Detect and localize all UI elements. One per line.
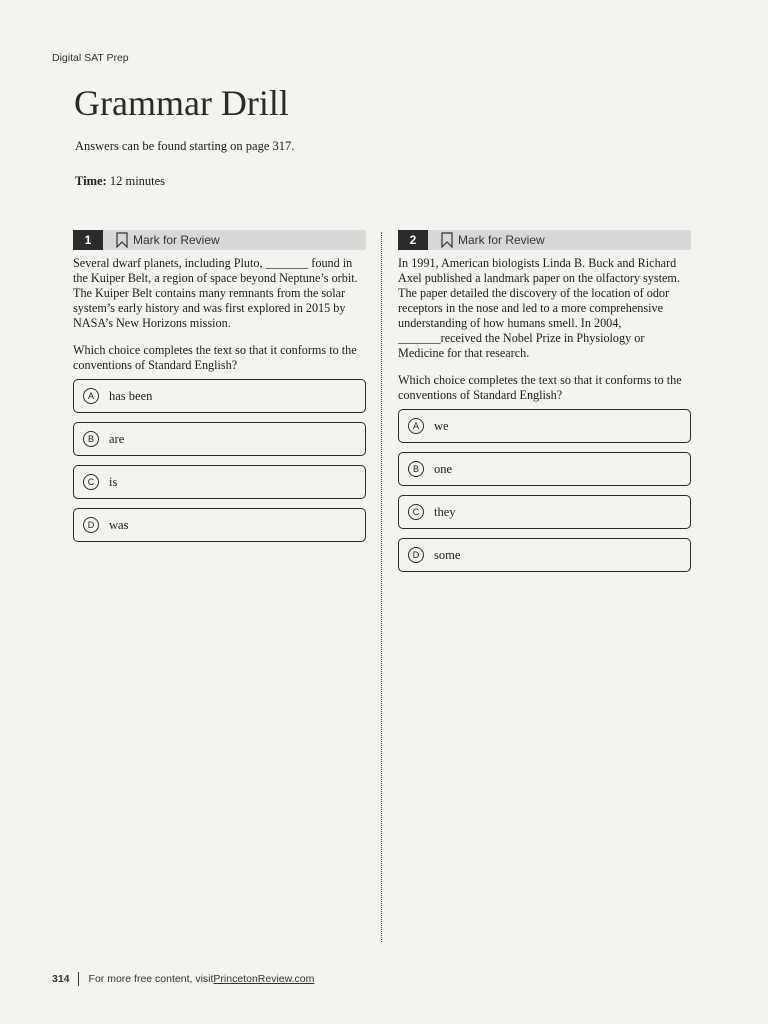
page-title: Grammar Drill (74, 83, 289, 123)
choice-a[interactable] (398, 409, 691, 443)
question-1 (73, 230, 366, 551)
choice-letter: D (408, 547, 424, 563)
choice-text: we (434, 418, 449, 433)
choice-a[interactable] (73, 379, 366, 413)
question-prompt: Which choice completes the text so that it conforms to the conventions of Standard English? (73, 343, 357, 372)
choice-letter: B (408, 461, 424, 477)
question-number: 1 (73, 230, 103, 250)
footer-divider (78, 972, 79, 986)
page-number: 314 (52, 973, 70, 985)
running-head: Digital SAT Prep (52, 52, 129, 64)
choice-c[interactable] (398, 495, 691, 529)
choice-letter: A (83, 388, 99, 404)
choice-text: is (109, 474, 118, 489)
time-line (75, 174, 165, 189)
footer-link[interactable]: PrincetonReview.com (213, 973, 315, 985)
answers-note: Answers can be found starting on page 317. (75, 139, 295, 153)
time-label: Time: (75, 174, 107, 188)
choice-letter: B (83, 431, 99, 447)
bookmark-icon[interactable] (115, 232, 129, 248)
choice-text: one (434, 461, 453, 476)
mark-for-review-button[interactable]: Mark for Review (133, 233, 220, 247)
question-header (398, 230, 691, 250)
footer-text: For more free content, visit (88, 973, 214, 985)
page-footer (52, 972, 314, 986)
choice-text: they (434, 504, 456, 519)
bookmark-icon[interactable] (440, 232, 454, 248)
choice-text: was (109, 517, 129, 532)
question-stem: Several dwarf planets, including Pluto, _______ found in the Kuiper Belt, a region of space beyond Neptune’s orbit. The Kuiper Belt contains many remnants from the solar system’s early history and was first explored in 2015 by NASA’s New Horizons mission. (73, 256, 358, 330)
choice-d[interactable] (398, 538, 691, 572)
question-prompt: Which choice completes the text so that it conforms to the conventions of Standard English? (398, 373, 682, 402)
choice-text: some (434, 547, 461, 562)
mark-for-review-button[interactable]: Mark for Review (458, 233, 545, 247)
question-number: 2 (398, 230, 428, 250)
choice-text: has been (109, 388, 153, 403)
choice-letter: C (83, 474, 99, 490)
question-header (73, 230, 366, 250)
choice-b[interactable] (398, 452, 691, 486)
choice-text: are (109, 431, 125, 446)
answer-choices (398, 409, 691, 572)
column-divider (381, 232, 382, 942)
choice-letter: C (408, 504, 424, 520)
choice-c[interactable] (73, 465, 366, 499)
choice-letter: D (83, 517, 99, 533)
choice-letter: A (408, 418, 424, 434)
question-stem: In 1991, American biologists Linda B. Buck and Richard Axel published a landmark paper on the olfactory system. The paper detailed the discovery of the location of odor receptors in the nose and led to a more comprehensive understanding of how humans smell. In 2004, _______received the Nobel Prize in Physiology or Medicine for that research. (398, 256, 680, 360)
choice-d[interactable] (73, 508, 366, 542)
answer-choices (73, 379, 366, 542)
time-value: 12 minutes (109, 174, 166, 188)
choice-b[interactable] (73, 422, 366, 456)
question-2 (398, 230, 691, 581)
